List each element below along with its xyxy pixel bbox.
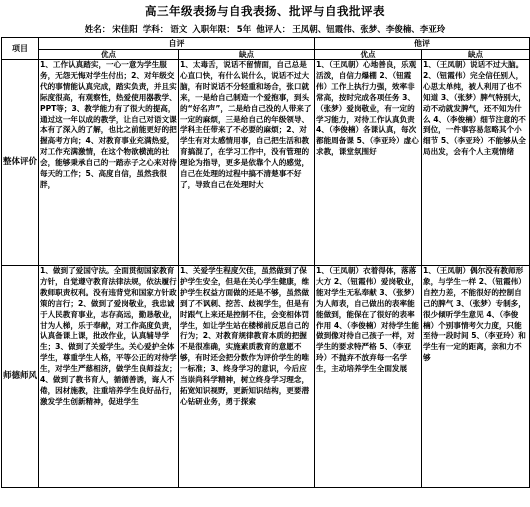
cell-text: 1、（王凤朝）偶尔没有教师形象，与学生一样 2、（钮霞伟）自控力差，不能很好的控制自己的脾气 3、（张梦）专制多，很少倾听学生意见 4、（李俊楠）个别事情考欠力度，只能至待一段时间 5、（李亚玲）和学生有一定的距离，亲和力不够 xyxy=(423,266,526,363)
header-self-eval: 自评 xyxy=(39,38,315,50)
cell-self-good xyxy=(39,266,179,488)
cell-text: 1、做到了爱国守法。全面贯彻国家教育方针，自觉遵守教育法律法规，依法履行教师职责权利。没有违背党和国家方针政策的言行；2、做到了爱岗敬业，我忠诚于人民教育事业，志存高远，勤恳敬业，甘为人梯，乐于奉献，对工作高度负责，认真备课上课，批改作业，认真辅导学生；3、做到了关爱学生。关心爱护全体学生，尊重学生人格，平等公正的对待学生，对学生严慈相济，做学生良师益友；4、做到了教书育人，循循善诱，诲人不倦，因材施教，注重培养学生良好品行，激发学生创新精神，促进学生 xyxy=(40,266,177,406)
header-row xyxy=(2,38,530,50)
subheader-other-good: 优点 xyxy=(315,50,422,60)
header-item: 项目 xyxy=(2,38,39,60)
subheader-self-bad: 缺点 xyxy=(179,50,315,60)
cell-other-bad xyxy=(422,60,530,266)
header-other-eval: 他评 xyxy=(315,38,530,50)
name-value: 宋佳阳 xyxy=(112,25,138,35)
subheader-row xyxy=(2,50,530,60)
name-label: 姓名： xyxy=(84,25,111,35)
cell-other-good xyxy=(315,266,422,488)
row-label-overall: 整体评价 xyxy=(2,60,39,266)
years-label: 入职年限： xyxy=(192,25,235,35)
cell-text: 1、（王凤朝）衣着得体，落落大方 2、（钮霞伟）爱岗敬业，能对学生无私奉献 3、（张梦）为人师表，自己做出的表率能能做到，能保在了很好的表率作用 4、（李俊楠）对待学生能做到像对待自己孩子一样，对学生的要求特严格 5、（李亚玲）不抛弃不放弃每一名学生，主动培养学生全面发展 xyxy=(316,266,419,374)
page-title: 高三年级表扬与自我表扬、批评与自我批评表 xyxy=(145,4,385,18)
years-value: 5年 xyxy=(236,25,252,35)
cell-text: 1、（王凤朝）心地善良，乐观活泼，自信力爆棚 2、（钮霞伟）工作上执行力强，效率非常高，按时完成各项任务 3、（张梦）爱岗敬业，有一定的学习能力，对待工作认真负责 4、（李俊楠）各课认真，每次都能周备课 5、（李亚玲）虚心求教，课堂氛围好 xyxy=(316,60,419,157)
cell-text: 1、太毒舌，说话不留情面，自己总是心直口快，有什么说什么，说话不过大脑，有时说话不分轻重和场合，张口就来，一是给自己制造一个爱抱事，到头的“好名声”，二是给自己没的人带来了一定的麻烦，三是给自己的年级领导、学科主任带来了不必要的麻烦；2、对学生有对太感情用事，自己把生活和教育搞混了，在学习工作中，没有管理的理论为指导，更多是依靠个人的感觉，自己在处理的过程中搞不清楚事不好了，导致自己在处理时大 xyxy=(180,60,312,189)
subject-label: 学科： xyxy=(142,25,169,35)
info-line xyxy=(0,23,530,37)
others-value: 王凤朝、钮霞伟、张梦、李俊楠、李亚玲 xyxy=(292,25,446,35)
subheader-self-good: 优点 xyxy=(39,50,179,60)
cell-self-bad xyxy=(179,60,315,266)
table-row xyxy=(2,266,530,488)
others-label: 他评人： xyxy=(256,25,291,35)
subheader-other-bad: 缺点 xyxy=(422,50,530,60)
cell-other-good xyxy=(315,60,422,266)
cell-text: 1、（王凤朝）说话不过大脑。2、（钮霞伟）完全信任别人，心思太单纯，被人利用了也不知道 3、（张梦）脾气特别大，动不动就发脾气，还不知为什么 4、（李俊楠）细节注意的不到位，一件事容易忽略其个小细节 5、（李亚玲）不能够从全局出发，会有个人主观情绪 xyxy=(423,60,526,157)
table-row xyxy=(2,60,530,266)
cell-self-bad xyxy=(179,266,315,488)
cell-text: 1、关爱学生程度欠佳，虽然做到了保护学生安全，但是在关心学生健康，维护学生权益方面做的还是不够，虽然做到了不讽刺、挖苦、歧视学生，但是有时跟气上来还是控制不住，会变相体罚学生，如让学生站在楼梯前反思自己的行为；2、对教育规律教育本质的把握不是很准确，实施素质教育的意愿不够，有时还会把分数作为评价学生的唯一标准；3、终身学习的意识，今后应当崇尚科学精神，树立终身学习理念，拓宽知识视野，更新知识结构，更要潜心钻研业务，勇于探索 xyxy=(180,266,310,406)
subject-value: 语文 xyxy=(170,25,188,35)
cell-other-bad xyxy=(422,266,530,488)
evaluation-table xyxy=(1,37,530,488)
cell-text: 1、工作认真踏实，一心一意为学生服务，无怨无悔对学生付出；2、对年级交代的事情能认真完成，踏实负责，并且实际度很高，有观察性，热爱使用器教学、PPT等；3、教学能力有了很大的提高，通过这一年以成的教学，让自己对语文课本有了深入的了解，也比之前能更好的把握高考方向；4、对教育事业充满热爱，对工作充满激情，在这个物欲横流的社会，能够秉承自己的一踏赤子之心来对待每天的工作；5、高度自信，虽然我很胖， xyxy=(40,60,177,189)
row-label-ethics: 师德师风 xyxy=(2,266,39,488)
cell-self-good xyxy=(39,60,179,266)
